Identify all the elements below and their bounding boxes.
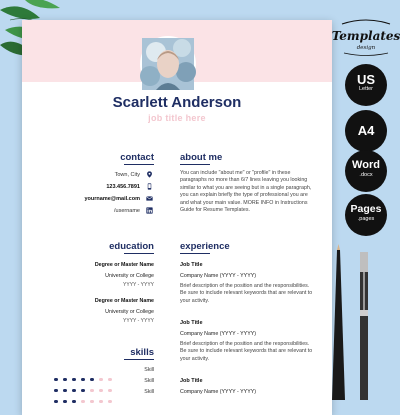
pen-and-pencil-decoration bbox=[330, 250, 380, 400]
heading-underline bbox=[180, 164, 210, 165]
section-heading-skills: skills bbox=[130, 347, 154, 358]
badge-a4: A4 bbox=[345, 110, 387, 152]
contact-location: Town, City bbox=[114, 172, 140, 178]
about-paragraph: You can include "about me" or "profile" in these paragraphs no more than 6/7 lines leaving you looking similar to what you are seeing but in a single paragraph, you can explain briefly the type of professional you are and what your main value. MORE INFO in Instructions Guide for Resume Templates. bbox=[180, 170, 312, 214]
job-description: Brief description of the position and the responsibilities. Be sure to include relevant keywords that are relevant to your activity. bbox=[180, 283, 313, 304]
skill-dot-empty bbox=[108, 400, 112, 404]
location-pin-icon bbox=[146, 171, 153, 178]
phone-icon bbox=[146, 183, 153, 190]
envelope-icon bbox=[146, 195, 153, 202]
badge-word: Word .docx bbox=[345, 150, 387, 192]
job-company: Company Name (YYYY - YYYY) bbox=[180, 331, 257, 337]
skill-level-dots bbox=[54, 390, 117, 408]
skill-dot-empty bbox=[81, 400, 85, 404]
skill-label: Skill bbox=[144, 389, 154, 395]
heading-underline bbox=[124, 253, 154, 254]
job-title-entry: Job Title bbox=[180, 378, 203, 384]
education-school: University or College bbox=[105, 273, 154, 279]
education-degree: Degree or Master Name bbox=[94, 298, 154, 304]
resume-page bbox=[22, 20, 332, 415]
templates-brand-logo bbox=[331, 18, 400, 58]
skill-row bbox=[36, 378, 154, 385]
education-degree: Degree or Master Name bbox=[94, 262, 154, 268]
badge-us-letter: US Letter bbox=[345, 64, 387, 106]
job-company: Company Name (YYYY - YYYY) bbox=[180, 273, 257, 279]
job-description: Brief description of the position and the responsibilities. Be sure to include relevant keywords that are relevant to your activity. bbox=[180, 341, 313, 362]
svg-text:Templates: Templates bbox=[331, 29, 400, 43]
skill-dot-filled bbox=[72, 400, 76, 404]
heading-underline bbox=[180, 253, 210, 254]
linkedin-icon bbox=[146, 207, 153, 214]
education-school: University or College bbox=[105, 309, 154, 315]
contact-email: yourname@mail.com bbox=[84, 196, 140, 202]
job-title-entry: Job Title bbox=[180, 320, 203, 326]
skill-dot-filled bbox=[54, 400, 58, 404]
skill-row bbox=[36, 367, 154, 374]
section-heading-contact: contact bbox=[120, 152, 154, 163]
section-heading-education: education bbox=[109, 241, 154, 252]
section-heading-experience: experience bbox=[180, 241, 230, 252]
heading-underline bbox=[124, 359, 154, 360]
skill-label: Skill bbox=[144, 378, 154, 384]
skill-row bbox=[36, 389, 154, 396]
profile-photo bbox=[140, 36, 196, 92]
skill-dot-empty bbox=[90, 400, 94, 404]
contact-username: /username bbox=[114, 208, 140, 214]
skill-dot-empty bbox=[99, 400, 103, 404]
badge-pages: Pages .pages bbox=[345, 194, 387, 236]
education-years: YYYY - YYYY bbox=[123, 282, 154, 288]
education-years: YYYY - YYYY bbox=[123, 318, 154, 324]
svg-text:design: design bbox=[356, 45, 376, 51]
skill-label: Skill bbox=[144, 367, 154, 373]
skill-dot-filled bbox=[63, 400, 67, 404]
candidate-name: Scarlett Anderson bbox=[112, 94, 242, 111]
contact-phone: 123.456.7891 bbox=[106, 184, 140, 190]
job-title: job title here bbox=[148, 113, 206, 123]
job-title-entry: Job Title bbox=[180, 262, 203, 268]
heading-underline bbox=[124, 164, 154, 165]
job-company: Company Name (YYYY - YYYY) bbox=[180, 389, 257, 395]
section-heading-about: about me bbox=[180, 152, 223, 163]
